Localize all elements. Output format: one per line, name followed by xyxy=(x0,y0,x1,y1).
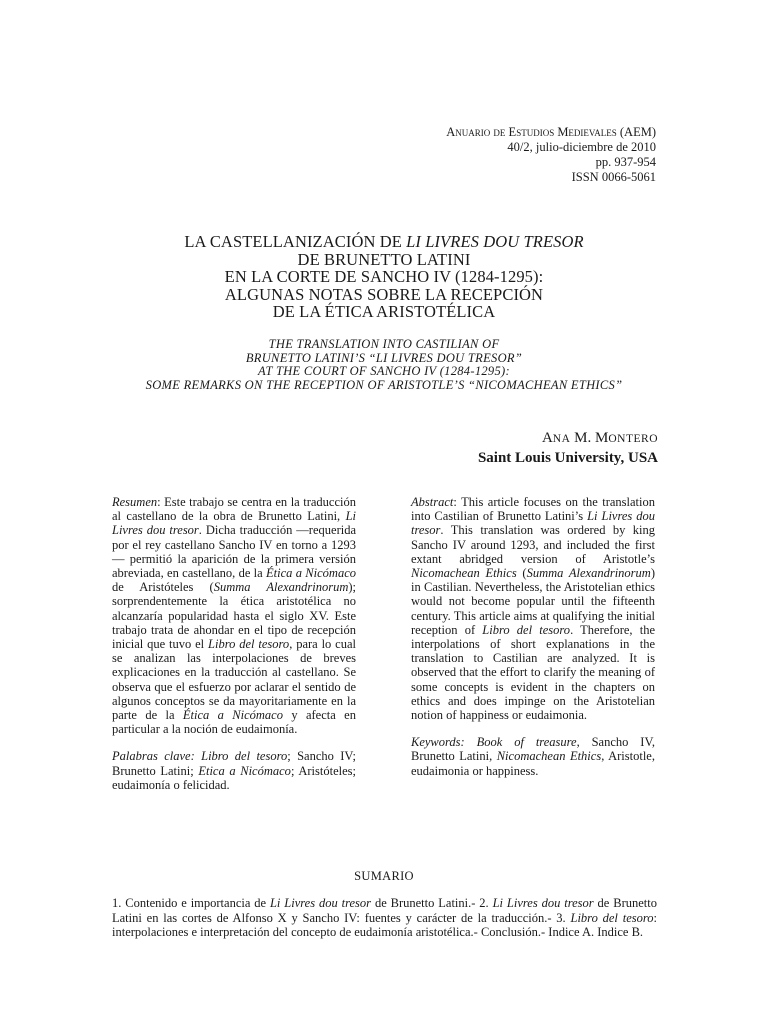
palabras-italic-1: Etica a Nicómaco xyxy=(198,763,291,778)
resumen-text-5: , para lo cual se analizan las interpolaciones de breves explicaciones en la traducción al castellano. Se observa que el esfuerzo por aclarar el sentido de algunos conceptos se da mayoritariamente en la parte de la xyxy=(112,637,356,723)
resumen-italic-4: Libro del tesoro xyxy=(208,637,290,652)
sumario-italic-3: Libro del tesoro xyxy=(570,910,654,925)
palabras-text-2: ; Aristóteles; eudaimonía o felicidad. xyxy=(112,763,356,792)
abstract-paragraph xyxy=(411,495,655,722)
resumen-text-3: de Aristóteles ( xyxy=(112,580,214,595)
title-line-1 xyxy=(0,233,768,251)
sumario-text-4: : interpolaciones e interpretación del concepto de eudaimonía aristotélica.- Conclusión.- Indice A. Indice B. xyxy=(112,910,657,939)
journal-issue: 40/2, julio-diciembre de 2010 xyxy=(507,140,656,154)
resumen-italic-1: Li Livres dou tresor xyxy=(112,509,356,538)
abstract-italic-3: Summa Alexandrinorum xyxy=(526,566,651,581)
abstract-text-2: . This translation was ordered by king Sancho IV around 1293, and included the first extant abridged version of Aristotle’s xyxy=(411,523,655,566)
sumario-text-3: de Brunetto Latini en las cortes de Alfonso X y Sancho IV: fuentes y carácter de la traducción.- 3. xyxy=(112,896,657,925)
journal-header xyxy=(446,125,656,185)
english-title xyxy=(0,338,768,392)
english-title-line-4: SOME REMARKS ON THE RECEPTION OF ARISTOTLE’S “NICOMACHEAN ETHICS” xyxy=(145,377,623,392)
abstract-italic-4: Libro del tesoro xyxy=(482,622,571,637)
title-line-2: DE BRUNETTO LATINI xyxy=(297,249,471,269)
author-name xyxy=(478,429,658,449)
title-line-5: DE LA ÉTICA ARISTOTÉLICA xyxy=(272,302,496,321)
journal-issn: ISSN 0066-5061 xyxy=(571,170,656,184)
author-name-last-rest: ONTERO xyxy=(608,433,658,445)
sumario-italic-1: Li Livres dou tresor xyxy=(269,896,372,910)
abstract-italic-1: Li Livres dou tresor xyxy=(411,509,655,538)
author-name-last-initial: M xyxy=(595,430,609,446)
author-affiliation: Saint Louis University, USA xyxy=(477,450,658,466)
sumario-text-2: de Brunetto Latini.- 2. xyxy=(371,896,493,910)
resumen-text-6: y afecta en particular a la noción de eudaimonía. xyxy=(112,708,356,737)
author-name-middle: M. xyxy=(570,430,596,446)
abstract-text-1: : This article focuses on the translation into Castilian of Brunetto Latini’s xyxy=(411,495,655,524)
author-name-first-initial: A xyxy=(541,430,553,446)
title-line-3: EN LA CORTE DE SANCHO IV (1284-1295): xyxy=(224,267,544,286)
resumen-italic-3: Summa Alexandrinorum xyxy=(213,580,349,595)
sumario-heading: SUMARIO xyxy=(354,869,414,883)
author-name-first-rest: NA xyxy=(552,433,571,445)
journal-pages: pp. 937-954 xyxy=(595,155,656,169)
resumen-paragraph xyxy=(112,495,356,736)
palabras-text-1: ; Sancho IV; Brunetto Latini; xyxy=(112,749,357,778)
resumen-text-1: : Este trabajo se centra en la traducción al castellano de la obra de Brunetto Latini, xyxy=(112,495,356,524)
title-line-1-prefix: LA CASTELLANIZACIÓN DE xyxy=(184,232,407,251)
abstract-text-4: ) in Castilian. Nevertheless, the Aristotelian ethics would not become popular until the fifteenth century. This article aims at qualifying the initial reception of xyxy=(411,566,655,637)
abstract-label: Abstract xyxy=(411,495,454,509)
resumen-text-2: . Dicha traducción —requerida por el rey castellano Sancho IV en torno a 1293— permitió la aparición de la primera versión abreviada, en castellano, de la xyxy=(112,523,356,581)
title-line-1-work: LI LIVRES DOU TRESOR xyxy=(406,232,584,251)
english-title-line-3: AT THE COURT OF SANCHO IV (1284-1295): xyxy=(258,364,510,378)
resumen-label: Resumen xyxy=(112,495,158,509)
title-line-4: ALGUNAS NOTAS SOBRE LA RECEPCIÓN xyxy=(224,284,544,304)
keywords-text-1: , Sancho IV, Brunetto Latini, xyxy=(411,735,655,764)
resumen-italic-2: Ética a Nicómaco xyxy=(266,566,356,581)
article-title xyxy=(0,233,768,321)
sumario-italic-2: Li Livres dou tresor xyxy=(492,896,594,910)
abstract-italic-2: Nicomachean Ethics xyxy=(411,566,517,581)
keywords-italic-1: Nicomachean Ethics xyxy=(496,749,602,764)
palabras-clave-label: Palabras clave: Libro del tesoro xyxy=(112,749,288,764)
resumen-column xyxy=(112,495,356,805)
english-title-line-1: THE TRANSLATION INTO CASTILIAN OF xyxy=(268,337,500,351)
resumen-italic-5: Ética a Nicómaco xyxy=(182,708,283,723)
keywords-text-2: , Aristotle, eudaimonia or happiness. xyxy=(411,749,655,778)
abstract-text-3: ( xyxy=(516,566,527,581)
english-title-line-2: BRUNETTO LATINI’S “LI LIVRES DOU TRESOR” xyxy=(245,350,523,365)
sumario-body xyxy=(112,896,657,940)
author-block xyxy=(478,429,658,468)
sumario-text-1: 1. Contenido e importancia de xyxy=(112,896,270,910)
abstract-column xyxy=(411,495,655,791)
resumen-text-4: ); sorprendentemente la ética aristotélica no alcanzaría popularidad hasta el siglo XV. Este trabajo trata de ahondar en el tipo de recepción inicial que tuvo el xyxy=(112,580,356,652)
palabras-clave-paragraph xyxy=(112,749,356,792)
keywords-label: Keywords: Book of treasure xyxy=(411,735,577,750)
abstract-text-5: . Therefore, the interpolations of short explanations in the translation to Castilian are analyzed. It is observed that the effort to clarify the meaning of some concepts is evident in the chapters on ethics and does impinge on the Aristotelian notion of happiness or eudaimonia. xyxy=(411,622,655,723)
keywords-paragraph xyxy=(411,735,655,778)
journal-name: Anuario de Estudios Medievales (AEM) xyxy=(446,125,656,139)
